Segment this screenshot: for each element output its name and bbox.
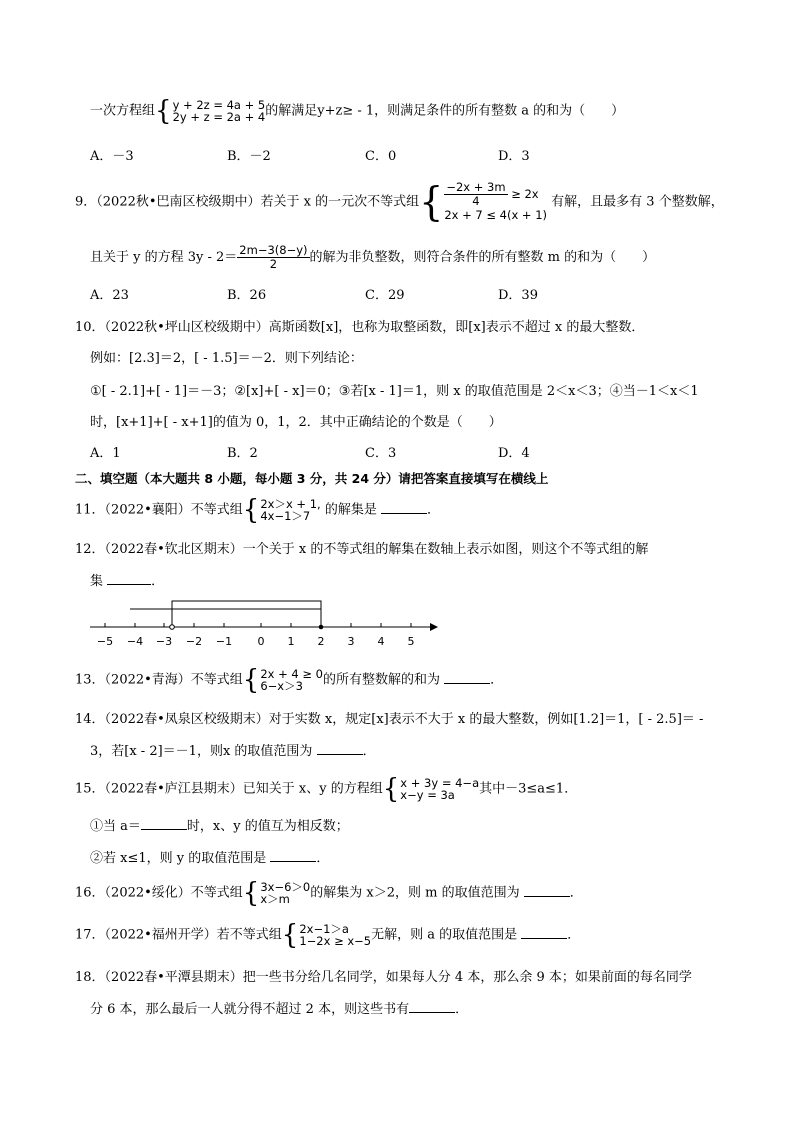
range-bracket-upper (172, 601, 321, 626)
answer-blank[interactable] (141, 817, 187, 830)
axis-ticks (105, 623, 411, 627)
option-c: C．0 (365, 149, 397, 164)
q9-fraction: $\frac{2m-3(8-y)}{2}$ (239, 243, 308, 271)
q10-line1: 10．（2022秋•坪山区校级期中）高斯函数[x]，也称为取整函数，即[x]表示不超过 x 的最大整数． (75, 320, 645, 335)
axis-label: 0 (257, 635, 265, 648)
q8-stem (90, 95, 625, 127)
option-b: B．26 (227, 288, 267, 303)
q15-sub2: ②若 x≤1，则 y 的取值范围是 ． (90, 851, 330, 866)
q9-stem: 9．（2022秋•巴南区校级期中）若关于 x 的一元次不等式组 { $\frac{-2x + 3m}{4}$ ≥ 2x 2x + 7 ≤ 4(x + 1) 有解，且最多有 3 个整数解， (75, 178, 724, 226)
axis-label: 2 (317, 635, 325, 648)
q14-line1: 14．（2022春•凤泉区校级期末）对于实数 x，规定[x]表示不大于 x 的最大整数，例如[1.2]＝1，[ - 2.5]＝ - (75, 712, 704, 727)
axis-labels (97, 635, 415, 648)
q15-equation-system: { x + 3y = 4−a x−y = 3a (382, 773, 480, 805)
axis-label: 4 (377, 635, 385, 648)
option-b: B．－2 (227, 149, 271, 164)
q18-line2: 分 6 本，那么最后一人就分得不超过 2 本，则这些书有 ． (90, 1002, 469, 1017)
option-a: A．－3 (90, 149, 134, 164)
q10-line3: ①[ - 2.1]+[ - 1]＝－3；②[x]+[ - x]＝0；③若[x - 1]＝1，则 x 的取值范围是 2＜x＜3；④当－1＜x＜1 (90, 384, 699, 399)
option-c: C．29 (365, 288, 405, 303)
open-point (170, 625, 175, 630)
answer-blank[interactable] (317, 742, 363, 755)
answer-blank[interactable] (381, 501, 427, 514)
option-b: B．2 (227, 446, 258, 461)
q10-line2: 例如：[2.3]＝2，[ - 1.5]＝－2．则下列结论： (90, 351, 363, 366)
q17-stem: 17．（2022•福州开学）若不等式组 { 2x−1＞a 1−2x ≥ x−5 无解，则 a 的取值范围是 ． (75, 919, 581, 951)
q12-line2: 集 ． (90, 574, 165, 589)
q14-line2: 3，若[x - 2]＝－1，则x 的取值范围为 ． (90, 744, 376, 759)
q18-line1: 18．（2022春•平潭县期末）把一些书分给几名同学，如果每人分 4 本，那么余 9 本；如果前面的每名同学 (75, 970, 692, 985)
number-line-figure (85, 595, 445, 655)
q9-line2: 且关于 y 的方程 3y - 2＝ $\frac{2m-3(8-y)}{2}$ 的解为非负整数，则符合条件的所有整数 m 的和为（ ） (90, 243, 656, 271)
q9-inequality-system: { $\frac{-2x + 3m}{4}$ ≥ 2x 2x + 7 ≤ 4(x + 1) (419, 178, 548, 226)
axis-label: 1 (287, 635, 295, 648)
q12-line1: 12．（2022春•钦北区期末）一个关于 x 的不等式组的解集在数轴上表示如图，则这个不等式组的解 (75, 542, 649, 557)
q13-inequality-system: { 2x + 4 ≥ 0 6−x＞3 (242, 664, 323, 696)
q15-stem: 15．（2022春•庐江县期末）已知关于 x、y 的方程组 { x + 3y = 4−a x−y = 3a 其中－3≤a≤1． (75, 773, 578, 805)
axis-label: 3 (347, 635, 355, 648)
q8-equation-system: { y + 2z = 4a + 5 2y + z = 2a + 4 (155, 95, 266, 127)
answer-blank[interactable] (270, 849, 316, 862)
axis-arrow (430, 623, 438, 631)
q11-stem: 11．（2022•襄阳）不等式组 { 2x＞x + 1, 4x−1＞7 的解集是 ． (75, 494, 441, 526)
answer-blank[interactable] (409, 1000, 455, 1013)
q17-inequality-system: { 2x−1＞a 1−2x ≥ x−5 (281, 919, 372, 951)
answer-blank[interactable] (524, 884, 570, 897)
q16-stem: 16．（2022•绥化）不等式组 { 3x−6＞0 x＞m 的解集为 x＞2，则 m 的取值范围为 ． (75, 877, 583, 909)
option-c: C．3 (365, 446, 397, 461)
axis-label: −2 (185, 635, 203, 648)
option-d: D．39 (498, 288, 538, 303)
q10-line4: 时，[x+1]+[ - x+1]的值为 0，1，2．其中正确结论的个数是（ ） (90, 415, 502, 430)
axis-label: −3 (155, 635, 173, 648)
q8-tail: 的解满足y+z≥ - 1，则满足条件的所有整数 a 的和为（ ） (265, 103, 625, 119)
section-heading: 二、填空题（本大题共 8 小题，每小题 3 分，共 24 分）请把答案直接填写在横线上 (75, 471, 549, 486)
answer-blank[interactable] (444, 671, 490, 684)
option-d: D．3 (498, 149, 530, 164)
option-a: A．1 (90, 446, 121, 461)
answer-blank[interactable] (521, 926, 567, 939)
axis-label: −5 (96, 635, 114, 648)
q13-stem: 13．（2022•青海）不等式组 { 2x + 4 ≥ 0 6−x＞3 的所有整数解的和为 ． (75, 664, 504, 696)
closed-point (319, 625, 324, 630)
q15-sub1: ①当 a＝ 时，x、y 的值互为相反数； (90, 819, 349, 834)
q8-lead: 一次方程组 (90, 103, 156, 119)
answer-blank[interactable] (107, 572, 151, 585)
axis-label: 5 (407, 635, 415, 648)
option-a: A．23 (90, 288, 129, 303)
q11-inequality-system: { 2x＞x + 1, 4x−1＞7 (242, 494, 321, 526)
axis-label: −1 (215, 635, 233, 648)
q16-inequality-system: { 3x−6＞0 x＞m (242, 877, 311, 909)
axis-label: −4 (126, 635, 144, 648)
option-d: D．4 (498, 446, 530, 461)
